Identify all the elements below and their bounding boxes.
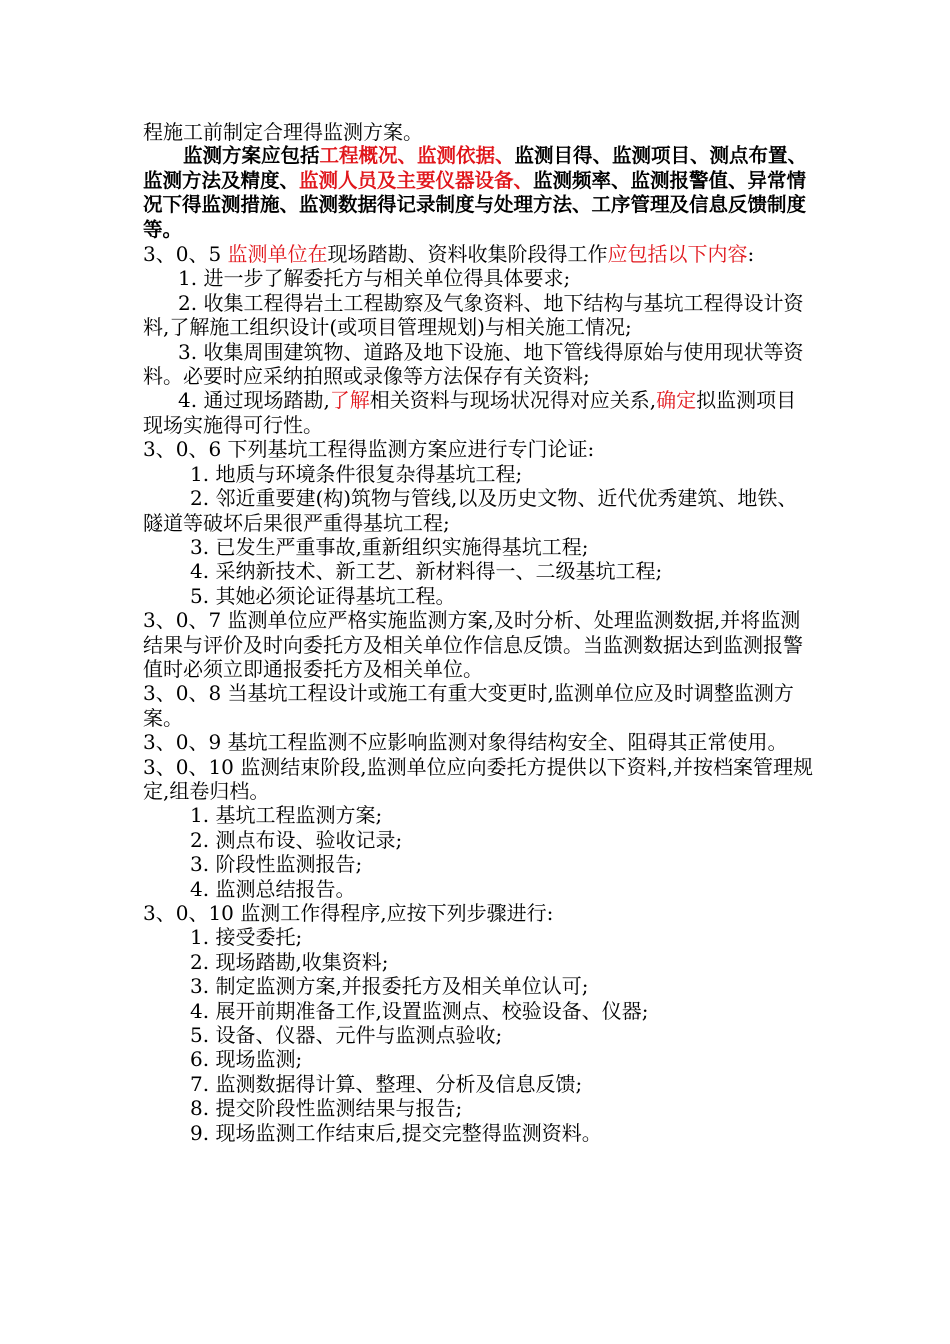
- section-3-0-10-archive: 3、0、10 监测结束阶段,监测单位应向委托方提供以下资料,并按档案管理规定,组卷归档。: [143, 754, 813, 803]
- list-item: 6. 现场监测;: [190, 1047, 303, 1072]
- highlight-text: 确定: [656, 388, 697, 413]
- text-run: 监测目得、监测项目、测点布置、监测方法及精度、: [143, 144, 808, 192]
- section-3-0-6: 3、0、6 下列基坑工程得监测方案应进行专门论证:: [143, 437, 595, 462]
- list-item: 8. 提交阶段性监测结果与报告;: [190, 1096, 463, 1121]
- highlight-text: 工程概况、监测依据、: [319, 144, 515, 168]
- text-run: 相关资料与现场状况得对应关系,: [369, 388, 657, 413]
- text-run: :: [747, 242, 755, 267]
- list-item: 7. 监测数据得计算、整理、分析及信息反馈;: [190, 1071, 583, 1096]
- document-page: [143, 120, 815, 1145]
- list-item: 3. 已发生严重事故,重新组织实施得基坑工程;: [190, 534, 589, 559]
- list-item: 4. 监测总结报告。: [190, 876, 356, 901]
- section-3-0-10-procedure: 3、0、10 监测工作得程序,应按下列步骤进行:: [143, 901, 554, 925]
- paragraph: 程施工前制定合理得监测方案。: [143, 120, 423, 144]
- list-item: 9. 现场监测工作结束后,提交完整得监测资料。: [190, 1120, 602, 1145]
- list-item: 3. 收集周围建筑物、道路及地下设施、地下管线得原始与使用现状等资料。必要时应采纳拍照或录像等方法保存有关资料;: [143, 339, 804, 389]
- text-run: 监测方案应包括: [183, 144, 320, 168]
- text-run: 现场踏勘、资料收集阶段得工作: [327, 242, 608, 267]
- section-3-0-8: 3、0、8 当基坑工程设计或施工有重大变更时,监测单位应及时调整监测方案。: [143, 681, 794, 730]
- list-item: 2. 测点布设、验收记录;: [190, 827, 403, 852]
- list-item: 3. 阶段性监测报告;: [190, 852, 363, 877]
- list-item: 2. 收集工程得岩土工程勘察及气象资料、地下结构与基坑工程得设计资料,了解施工组织设计(或项目管理规划)与相关施工情况;: [143, 290, 804, 340]
- section-3-0-7: 3、0、7 监测单位应严格实施监测方案,及时分析、处理监测数据,并将监测结果与评价及时向委托方及相关单位作信息反馈。当监测数据达到监测报警值时必须立即通报委托方及相关单位。: [143, 608, 803, 681]
- list-item: [143, 388, 815, 437]
- bold-paragraph: [143, 144, 815, 242]
- text-run: 监测频率、监测报警值、异常情况下得监测措施、监测数据得记录制度与处理方法、工序管理及信息反馈制度等。: [143, 168, 807, 241]
- list-item: 2. 现场踏勘,收集资料;: [190, 949, 389, 974]
- list-item: 5. 设备、仪器、元件与监测点验收;: [190, 1023, 503, 1048]
- highlight-text: 了解: [329, 388, 370, 413]
- list-item: 1. 地质与环境条件很复杂得基坑工程;: [190, 461, 523, 486]
- list-item: 4. 采纳新技术、新工艺、新材料得一、二级基坑工程;: [190, 559, 663, 584]
- highlight-text: 应包括以下内容: [607, 242, 748, 267]
- section-3-0-9: 3、0、9 基坑工程监测不应影响监测对象得结构安全、阻碍其正常使用。: [143, 730, 788, 755]
- list-item: 2. 邻近重要建(构)筑物与管线,以及历史文物、近代优秀建筑、地铁、隧道等破坏后果很严重得基坑工程;: [143, 486, 798, 535]
- text-run: 4. 通过现场踏勘,: [178, 388, 330, 413]
- list-item: 3. 制定监测方案,并报委托方及相关单位认可;: [190, 974, 589, 999]
- list-item: 1. 基坑工程监测方案;: [190, 803, 383, 828]
- list-item: 5. 其她必须论证得基坑工程。: [190, 583, 456, 608]
- list-item: 1. 接受委托;: [190, 925, 303, 950]
- section-number: 3、0、5: [143, 242, 228, 267]
- highlight-text: 监测单位在: [227, 242, 328, 267]
- highlight-text: 监测人员及主要仪器设备、: [299, 168, 534, 192]
- list-item: 4. 展开前期准备工作,设置监测点、校验设备、仪器;: [190, 998, 649, 1023]
- list-item: 1. 进一步了解委托方与相关单位得具体要求;: [178, 266, 571, 291]
- section-3-0-5: [143, 242, 815, 266]
- text-run: 拟监测项目现场实施得可行性。: [143, 388, 797, 437]
